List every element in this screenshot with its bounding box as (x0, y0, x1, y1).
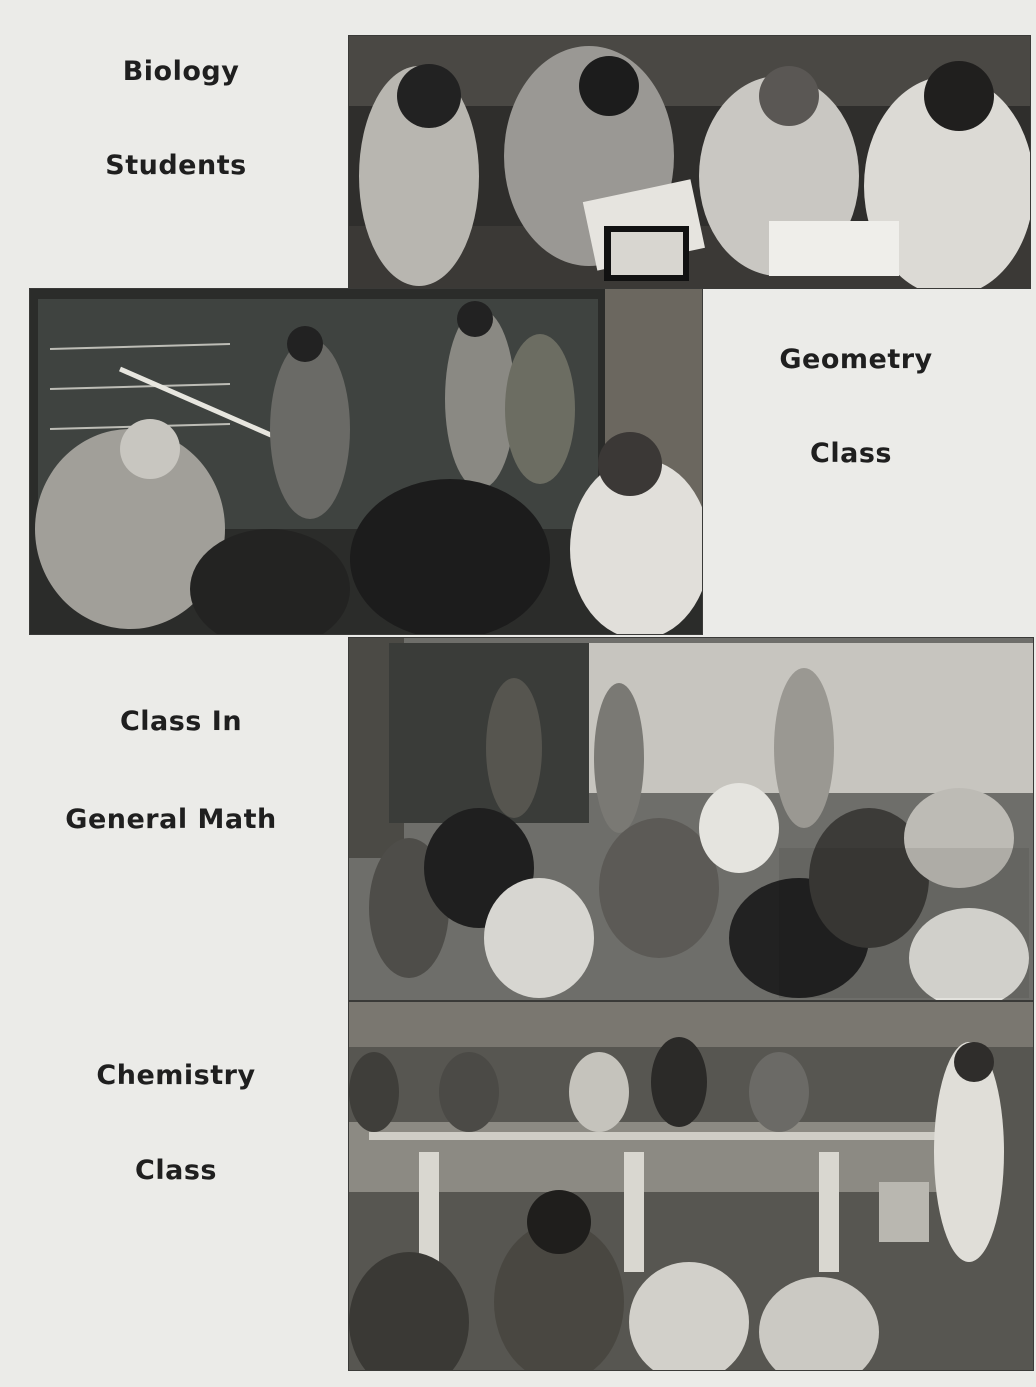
biology-students-photo (349, 36, 1030, 288)
biology-caption-line2: Students (105, 150, 247, 181)
math-caption-line1: Class In (119, 706, 243, 737)
geometry-caption-line1: Geometry (779, 344, 933, 375)
chemistry-caption-line2: Class (135, 1155, 217, 1186)
math-caption-line2: General Math (65, 804, 277, 835)
geometry-class-photo (30, 289, 702, 634)
chemistry-class-photo (349, 1002, 1033, 1370)
biology-caption-line1: Biology (122, 56, 240, 87)
chemistry-caption-line1: Chemistry (96, 1060, 256, 1091)
geometry-caption-line2: Class (810, 438, 892, 469)
general-math-class-photo (349, 638, 1033, 1000)
